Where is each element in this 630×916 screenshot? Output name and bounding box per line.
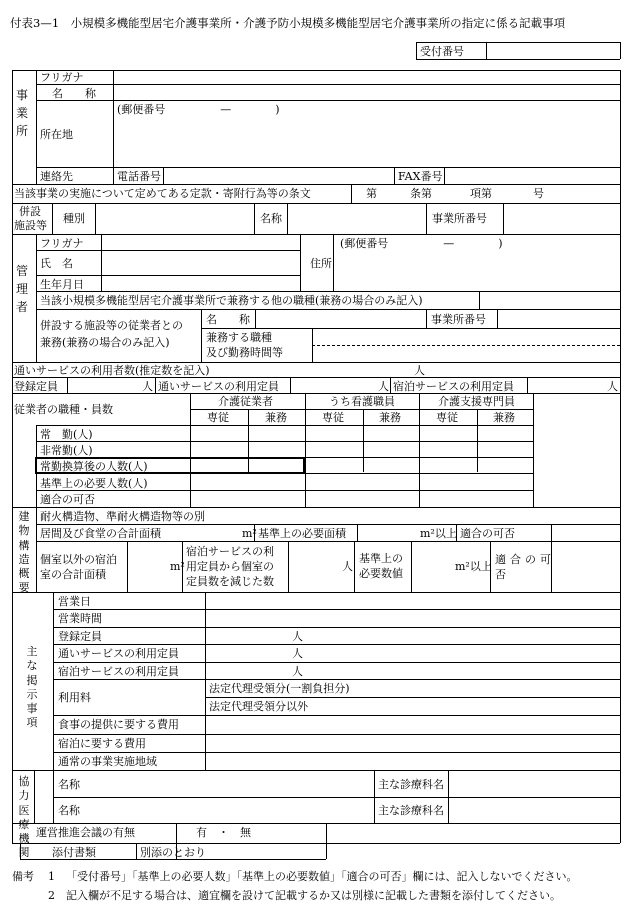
registered-capacity-label: 登録定員 bbox=[14, 380, 58, 393]
office-address-field[interactable] bbox=[115, 117, 618, 165]
building-section-label: 建物構造概要 bbox=[18, 510, 30, 595]
phone-field[interactable] bbox=[165, 169, 392, 182]
medical-name-label-2: 名称 bbox=[58, 804, 80, 817]
stay-minus-label-2: 用定員から個室の bbox=[186, 560, 274, 573]
attachments-value: 別添のとおり bbox=[140, 846, 206, 859]
form-title: 付表3—1 小規模多機能型居宅介護事業所・介護予防小規模多機能型居宅介護事業所の指定に係る記載事項 bbox=[10, 16, 566, 30]
office-postal-code: (郵便番号 — ) bbox=[117, 103, 280, 116]
day-capacity-unit: 人 bbox=[378, 380, 389, 393]
concurrent-office-no-label: 事業所番号 bbox=[431, 313, 486, 326]
staff-group-care: 介護従業者 bbox=[218, 395, 273, 408]
stay-minus-unit: 人 bbox=[342, 560, 353, 573]
std-value-label-2: 必要数値 bbox=[359, 567, 403, 580]
manager-other-job-label: 当該小規模多機能型居宅介護事業所で兼務する他の職種(兼務の場合のみ記入) bbox=[40, 294, 423, 307]
registered-capacity-unit: 人 bbox=[142, 380, 153, 393]
concurrent-job-label-2: 及び勤務時間等 bbox=[206, 346, 283, 359]
office-furigana-label: フリガナ bbox=[40, 71, 84, 84]
remark-2-number: 2 bbox=[48, 889, 55, 902]
building-fit-label-1: 適合の可 bbox=[495, 553, 555, 566]
annex-label-1: 併設 bbox=[19, 205, 41, 218]
manager-name-label: 氏 名 bbox=[40, 257, 73, 270]
concurrent-name-label: 名 称 bbox=[206, 313, 250, 326]
remark-1-number: 1 bbox=[48, 870, 55, 883]
notice-stay: 宿泊サービスの利用定員 bbox=[58, 665, 179, 678]
phone-label: 電話番号 bbox=[117, 170, 161, 183]
medical-dept-label-1: 主な診療科名 bbox=[378, 778, 444, 791]
manager-address-label: 住所 bbox=[310, 257, 332, 270]
office-furigana-field[interactable] bbox=[115, 72, 618, 83]
concurrent-job-label-1: 兼務する職種 bbox=[206, 331, 272, 344]
std-area-unit: m²以上 bbox=[420, 527, 457, 540]
reception-number-field[interactable] bbox=[488, 44, 618, 58]
staff-col-concurrent: 兼務 bbox=[379, 411, 401, 424]
stay-minus-label-3: 定員数を減じた数 bbox=[186, 575, 274, 588]
medical-dept-label-2: 主な診療科名 bbox=[378, 804, 444, 817]
room-area-unit: m² bbox=[170, 560, 185, 573]
annex-kind-label: 種別 bbox=[63, 212, 85, 225]
office-name-label: 名 称 bbox=[52, 87, 96, 100]
remark-1: 「受付番号」「基準上の必要人数」「基準上の必要数値」「適合の可否」欄には、記入しないでください。 bbox=[66, 870, 578, 883]
day-capacity-label: 通いサービスの利用定員 bbox=[158, 380, 279, 393]
meeting-label: 運営推進会議の有無 bbox=[36, 826, 135, 839]
office-name-field[interactable] bbox=[115, 86, 618, 99]
room-area-label-2: 室の合計面積 bbox=[40, 568, 106, 581]
annex-office-no-label: 事業所番号 bbox=[432, 212, 487, 225]
staff-row-fulltime: 常 勤(人) bbox=[40, 428, 93, 441]
dining-area-label: 居間及び食堂の合計面積 bbox=[40, 527, 161, 540]
staff-col-dedicated: 専従 bbox=[207, 411, 229, 424]
dining-area-unit: m² bbox=[242, 527, 257, 540]
notice-registered: 登録定員 bbox=[58, 630, 102, 643]
notice-meal: 食事の提供に要する費用 bbox=[58, 718, 179, 731]
medical-name-label-1: 名称 bbox=[58, 778, 80, 791]
notice-business-days: 営業日 bbox=[58, 595, 91, 608]
staff-col-dedicated: 専従 bbox=[322, 411, 344, 424]
remarks-label: 備考 bbox=[12, 870, 34, 883]
notice-lodging: 宿泊に要する費用 bbox=[58, 737, 146, 750]
stay-minus-label-1: 宿泊サービスの利 bbox=[186, 545, 274, 558]
notice-fee-agent: 法定代理受領分(一割負担分) bbox=[209, 682, 350, 695]
fax-label: FAX番号 bbox=[398, 170, 443, 183]
stay-capacity-label: 宿泊サービスの利用定員 bbox=[393, 380, 514, 393]
article-dai: 第 bbox=[366, 187, 377, 200]
users-unit: 人 bbox=[414, 364, 425, 377]
office-section-label: 事業所 bbox=[15, 88, 28, 138]
manager-postal-code: (郵便番号 — ) bbox=[340, 237, 503, 250]
office-address-label: 所在地 bbox=[40, 128, 73, 141]
staff-label: 従業者の職種・員数 bbox=[14, 403, 113, 416]
fax-field[interactable] bbox=[446, 169, 618, 182]
notice-stay-unit: 人 bbox=[292, 665, 303, 678]
notice-fee-other: 法定代理受領分以外 bbox=[209, 700, 308, 713]
staff-row-parttime: 非常勤(人) bbox=[40, 444, 93, 457]
article-jodai: 条第 bbox=[410, 187, 432, 200]
staff-col-concurrent: 兼務 bbox=[265, 411, 287, 424]
users-label: 通いサービスの利用者数(推定数を記入) bbox=[14, 364, 210, 377]
notice-business-hours: 営業時間 bbox=[58, 612, 102, 625]
structure-label: 耐火構造物、準耐火構造物等の別 bbox=[40, 510, 205, 523]
meeting-value[interactable]: 有 ・ 無 bbox=[196, 826, 251, 839]
annex-name-label: 名称 bbox=[260, 212, 282, 225]
building-fit-label-2: 否 bbox=[495, 568, 506, 581]
staff-row-fit: 適合の可否 bbox=[40, 493, 95, 506]
staff-group-nurse: うち看護職員 bbox=[329, 395, 395, 408]
remark-2: 記入欄が不足する場合は、適宜欄を設けて記載するか又は別様に記載した書類を添付してください。 bbox=[66, 889, 561, 902]
std-area-label: 基準上の必要面積 bbox=[258, 527, 346, 540]
stay-capacity-unit: 人 bbox=[607, 380, 618, 393]
medical-section-label: 協力医療機関 bbox=[18, 775, 30, 860]
article-gou: 号 bbox=[533, 187, 544, 200]
std-value-label-1: 基準上の bbox=[359, 552, 403, 565]
manager-birth-label: 生年月日 bbox=[40, 278, 84, 291]
notice-day: 通いサービスの利用定員 bbox=[58, 647, 179, 660]
manager-section-label: 管理者 bbox=[15, 264, 28, 314]
notice-section-label: 主な掲示事項 bbox=[26, 645, 38, 730]
staff-col-concurrent: 兼務 bbox=[493, 411, 515, 424]
notice-fee: 利用料 bbox=[58, 691, 91, 704]
notice-registered-unit: 人 bbox=[292, 630, 303, 643]
building-fit-label: 適合の可否 bbox=[460, 527, 515, 540]
contact-label: 連絡先 bbox=[40, 170, 73, 183]
staff-group-care-manager: 介護支援専門員 bbox=[438, 395, 515, 408]
reception-number-label: 受付番号 bbox=[420, 45, 464, 58]
article-koudai: 項第 bbox=[470, 187, 492, 200]
manager-furigana-label: フリガナ bbox=[40, 237, 84, 250]
staff-row-required: 基準上の必要人数(人) bbox=[40, 477, 148, 490]
concurrent-label-1: 併設する施設等の従業者との bbox=[40, 319, 183, 332]
articles-label: 当該事業の実施について定めてある定款・寄附行為等の条文 bbox=[14, 187, 311, 200]
attachments-label: 添付書類 bbox=[52, 846, 96, 859]
std-value-unit: m²以上 bbox=[455, 560, 492, 573]
notice-area: 通常の事業実施地域 bbox=[58, 755, 157, 768]
staff-col-dedicated: 専従 bbox=[436, 411, 458, 424]
annex-label-2: 施設等 bbox=[14, 219, 47, 232]
staff-row-fte: 常勤換算後の人数(人) bbox=[40, 460, 148, 473]
room-area-label-1: 個室以外の宿泊 bbox=[40, 553, 117, 566]
concurrent-label-2: 兼務(兼務の場合のみ記入) bbox=[40, 336, 170, 349]
notice-day-unit: 人 bbox=[292, 647, 303, 660]
